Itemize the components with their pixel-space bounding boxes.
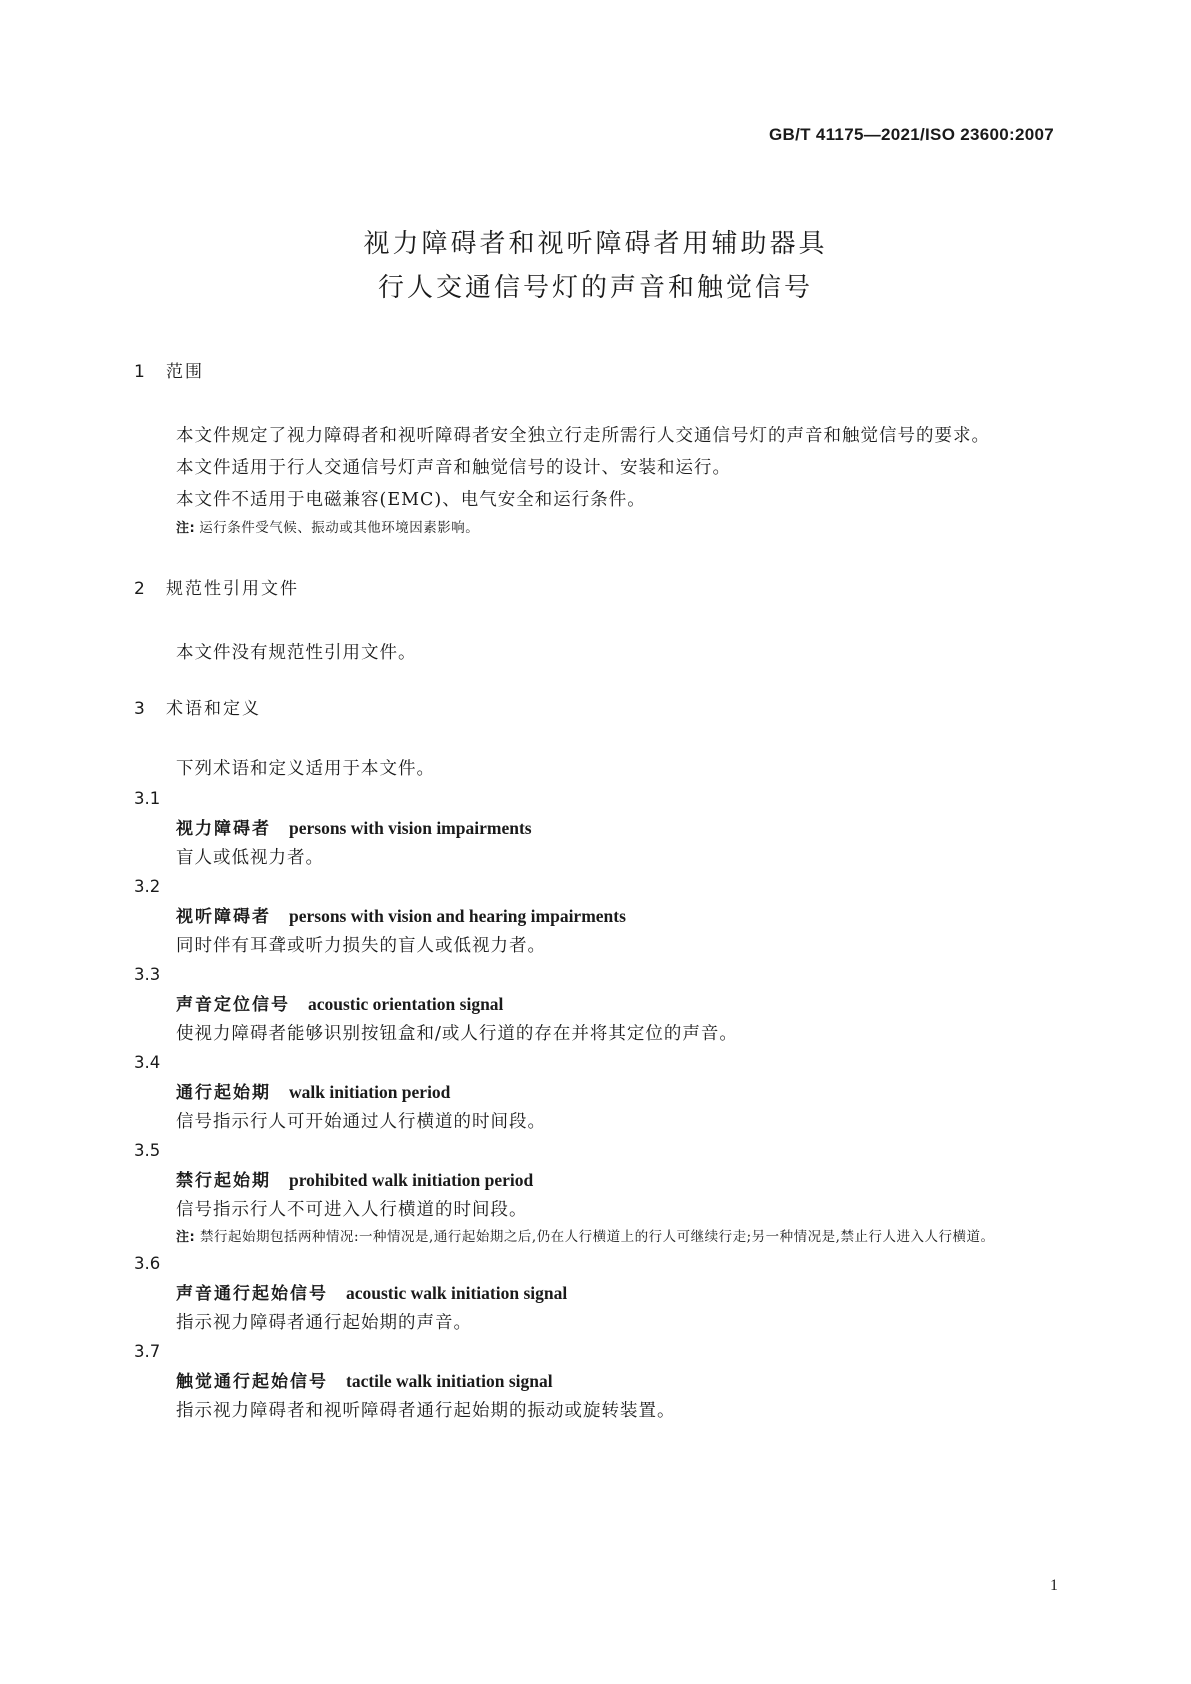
section-title: 术语和定义: [166, 699, 261, 719]
page-number: 1: [1050, 1577, 1058, 1594]
note: [134, 1225, 1054, 1250]
section-title: 范围: [166, 362, 204, 382]
paragraph: 本文件不适用于电磁兼容(EMC)、电气安全和运行条件。: [176, 490, 646, 510]
term-number: 3.2: [134, 877, 161, 896]
term-english: tactile walk initiation signal: [346, 1371, 553, 1391]
term-number: 3.3: [134, 965, 161, 984]
term-english: walk initiation period: [289, 1082, 451, 1102]
section-1-heading: [134, 360, 1054, 384]
term-english: prohibited walk initiation period: [289, 1170, 534, 1190]
section-2-heading: [134, 577, 1054, 601]
note-label: 注:: [176, 1230, 196, 1245]
term-chinese: 声音通行起始信号: [176, 1284, 328, 1304]
term-english: persons with vision and hearing impairments: [289, 906, 626, 926]
term-chinese: 视听障碍者: [176, 907, 271, 927]
term-chinese: 通行起始期: [176, 1083, 271, 1103]
term-number: 3.7: [134, 1342, 161, 1361]
term-chinese: 禁行起始期: [176, 1171, 271, 1191]
section-3-heading: [134, 697, 1054, 721]
section-title: 规范性引用文件: [166, 579, 299, 599]
term-definition: 使视力障碍者能够识别按钮盒和/或人行道的存在并将其定位的声音。: [176, 1024, 738, 1044]
note-text: 运行条件受气候、振动或其他环境因素影响。: [199, 520, 480, 536]
paragraph: 下列术语和定义适用于本文件。: [176, 759, 435, 779]
term-number: 3.1: [134, 789, 161, 808]
paragraph: 本文件适用于行人交通信号灯声音和触觉信号的设计、安装和运行。: [176, 458, 731, 478]
term-chinese: 触觉通行起始信号: [176, 1372, 328, 1392]
term-english: acoustic walk initiation signal: [346, 1283, 568, 1303]
term-chinese: 视力障碍者: [176, 819, 271, 839]
note-label: 注:: [176, 521, 196, 536]
term-entry: [134, 813, 1054, 843]
note-text: 禁行起始期包括两种情况:一种情况是,通行起始期之后,仍在人行横道上的行人可继续行走;另一种情况是,禁止行人进入人行横道。: [200, 1229, 995, 1245]
section-number: 1: [134, 362, 147, 382]
term-definition: 指示视力障碍者通行起始期的声音。: [176, 1313, 472, 1333]
term-english: persons with vision impairments: [289, 818, 532, 838]
note: [134, 516, 1054, 541]
paragraph: 本文件规定了视力障碍者和视听障碍者安全独立行走所需行人交通信号灯的声音和触觉信号的要求。: [176, 426, 990, 446]
term-entry: [134, 989, 1054, 1019]
paragraph: 本文件没有规范性引用文件。: [176, 643, 417, 663]
term-number: 3.6: [134, 1254, 161, 1273]
term-entry: [134, 1165, 1054, 1195]
title-line-2: 行人交通信号灯的声音和触觉信号: [377, 273, 813, 303]
term-english: acoustic orientation signal: [308, 994, 504, 1014]
title-line-1: 视力障碍者和视听障碍者用辅助器具: [363, 229, 828, 259]
term-definition: 盲人或低视力者。: [176, 848, 324, 868]
term-entry: [134, 1366, 1054, 1396]
term-definition: 同时伴有耳聋或听力损失的盲人或低视力者。: [176, 936, 546, 956]
term-entry: [134, 1278, 1054, 1308]
document-body: [134, 360, 1054, 1426]
term-definition: 信号指示行人可开始通过人行横道的时间段。: [176, 1112, 546, 1132]
document-title: [0, 222, 1191, 310]
term-entry: [134, 901, 1054, 931]
term-chinese: 声音定位信号: [176, 995, 290, 1015]
term-definition: 指示视力障碍者和视听障碍者通行起始期的振动或旋转装置。: [176, 1401, 676, 1421]
term-number: 3.5: [134, 1141, 161, 1160]
term-entry: [134, 1077, 1054, 1107]
section-number: 3: [134, 699, 147, 719]
term-number: 3.4: [134, 1053, 161, 1072]
section-number: 2: [134, 579, 147, 599]
standard-code: GB/T 41175—2021/ISO 23600:2007: [769, 125, 1054, 144]
term-definition: 信号指示行人不可进入人行横道的时间段。: [176, 1200, 528, 1220]
